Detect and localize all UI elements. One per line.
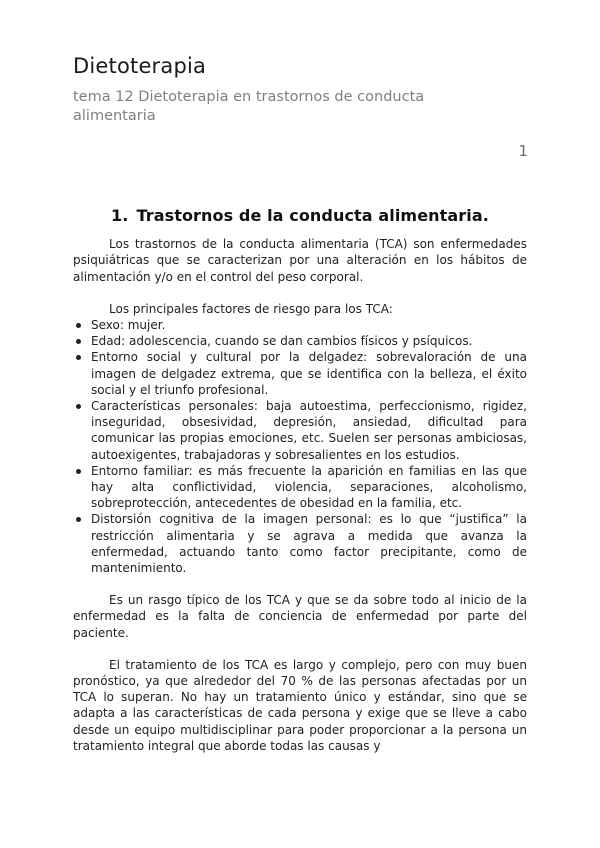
paragraph-treatment: El tratamiento de los TCA es largo y complejo, pero con muy buen pronóstico, ya que alrededor del 70 % de las personas afectadas por un TCA lo superan. No hay un tratamiento único y estándar, sino que se adapta a las características de cada persona y exige que se lleve a cabo desde un equipo multidisciplinar para poder proporcionar a la persona un tratamiento integral que aborde todas las causas y [73, 657, 527, 753]
paragraph-awareness: Es un rasgo típico de los TCA y que se da sobre todo al inicio de la enfermedad es la falta de conciencia de enfermedad por parte del paciente. [73, 593, 527, 640]
factors-intro: Los principales factores de riesgo para los TCA: [109, 301, 393, 316]
section-number: 1. [111, 206, 129, 225]
bullet-icon [76, 323, 81, 328]
page-number: 1 [518, 142, 528, 160]
list-item [73, 317, 527, 333]
list-item-text: Características personales: baja autoestima, perfeccionismo, rigidez, inseguridad, obsesividad, depresión, ansiedad, dificultad para comunicar las propias emociones, etc. Suelen ser personas ambiciosas, autoexigentes, trabajadoras y sobresalientes en los estudios. [91, 399, 527, 462]
list-item-text: Entorno familiar: es más frecuente la aparición en familias en las que hay alta conflictividad, violencia, separaciones, alcoholismo, sobreprotección, antecedentes de obesidad en la familia, etc. [91, 463, 527, 511]
list-item-text: Sexo: mujer. [91, 318, 166, 333]
list-item [73, 511, 527, 576]
list-item-text: Edad: adolescencia, cuando se dan cambios físicos y psíquicos. [91, 334, 473, 349]
bullet-icon [76, 469, 81, 474]
bullet-icon [76, 517, 81, 522]
section-heading-text: Trastornos de la conducta alimentaria. [136, 206, 489, 225]
document-title: Dietoterapia [73, 54, 207, 78]
risk-factors-list [73, 317, 527, 576]
document-subtitle: tema 12 Dietoterapia en trastornos de conducta alimentaria [73, 89, 425, 124]
document-body [73, 208, 527, 770]
paragraph-definition: Los trastornos de la conducta alimentaria (TCA) son enfermedades psiquiátricas que se caracterizan por una alteración en los hábitos de alimentación y/o en el control del peso corporal. [73, 237, 527, 284]
list-item [73, 398, 527, 463]
list-item-text: Entorno social y cultural por la delgadez: sobrevaloración de una imagen de delgadez extrema, que se identifica con la belleza, el éxito social y el triunfo profesional. [91, 350, 527, 397]
list-item [73, 463, 527, 512]
bullet-icon [76, 404, 81, 409]
section-heading [73, 208, 527, 224]
list-item [73, 349, 527, 398]
bullet-icon [76, 339, 81, 344]
list-item [73, 333, 527, 349]
list-item-text: Distorsión cognitiva de la imagen personal: es lo que “justifica” la restricción alimentaria y se agrava a medida que avanza la enfermedad, actuando tanto como factor precipitante, como de mantenimiento. [91, 512, 527, 576]
bullet-icon [76, 355, 81, 360]
